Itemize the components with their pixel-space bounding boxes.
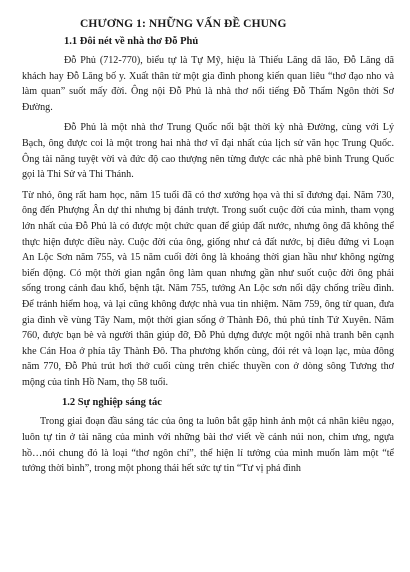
paragraph-life: Từ nhỏ, ông rất ham học, năm 15 tuổi đã có thơ xướng họa và thi sĩ đương đại. Năm 730, ông đến Phượng Ân dự thi nhưng bị đánh trượt. Trong suốt cuộc đời của mình, tham vọng lớn nhất của Đỗ Phủ là có được một chức quan để giúp đất nước, nhưng ông đã không thể thực hiện được điều này. Cuộc đời của ông, giống như cả đất nước, bị điêu đứng vì Loạn An Lộc Sơn năm 755, và 15 năm cuối đời ông là khoảng thời gian hầu như không ngừng biến động. Có một thời gian ngắn ông làm quan nhưng gần như suốt cuộc đời ông phải sống trong cảnh đau khổ, bệnh tật. Năm 755, tướng An Lộc sơn nổi dậy chống triều đình. Để tránh hiểm hoạ, và lại cũng không được nhà vua tin nhiệm. Năm 759, ông từ quan, đưa gia đình về vùng Tây Nam, một thời gian sống ở Thành Đô, thủ phủ tỉnh Tứ Xuyên. Năm 760, được bạn bè và người thân giúp đỡ, Đỗ Phủ dựng được một ngôi nhà tranh bên cạnh khe Cán Hoa ở phía tây Thành Đô. Tha phương khốn cùng, đói rét và loạn lạc, mùa đông năm 770, Đỗ Phủ trút hơi thở cuối cùng trên chiếc thuyền con ở dòng sông Tương thơ mộng của tỉnh Hồ Nam, thọ 58 tuổi. <box>22 189 394 388</box>
chapter-title: CHƯƠNG 1: NHỮNG VẤN ĐỀ CHUNG <box>80 18 287 30</box>
paragraph-reputation: Đỗ Phủ là một nhà thơ Trung Quốc nổi bật thời kỳ nhà Đường, cùng với Lý Bạch, ông được coi là một trong hai nhà thơ vĩ đại nhất của lịch sử văn học Trung Quốc. Ông tài năng tuyệt vời và đức độ cao thượng nên từng được các nhà phê bình Trung Quốc gọi là Thi Sử và Thi Thánh. <box>22 122 394 181</box>
paragraph-bio: Đỗ Phủ (712-770), biểu tự là Tự Mỹ, hiệu là Thiếu Lăng dã lão, Đỗ Lăng dã khách hay Đỗ Lăng bố y. Xuất thân từ một gia đình phong kiến quan liêu “thơ đạo nho và làm quan” suốt mấy đời. Ông nội Đỗ Phủ là nhà thơ nổi tiếng Đỗ Thẩm Ngôn thời Sơ Đường. <box>22 55 394 113</box>
section-heading-1-2: 1.2 Sự nghiệp sáng tác <box>62 397 162 409</box>
paragraph-career: Trong giai đoạn đầu sáng tác của ông ta luôn bắt gặp hình ảnh một cá nhân kiêu ngạo, luôn tự tin ở tài năng của mình với những bài thơ viết về cảnh núi non, chim ưng, ngựa hồ…nói chung đó là loại “thơ ngôn chí”, thể hiện lí tưởng của mình muốn làm một “tể tướng thời bình”, trong một phong thái hết sức tự tin “Tư vị phá đình <box>22 416 394 475</box>
section-heading-1-1: 1.1 Đôi nét về nhà thơ Đỗ Phủ <box>64 36 199 47</box>
